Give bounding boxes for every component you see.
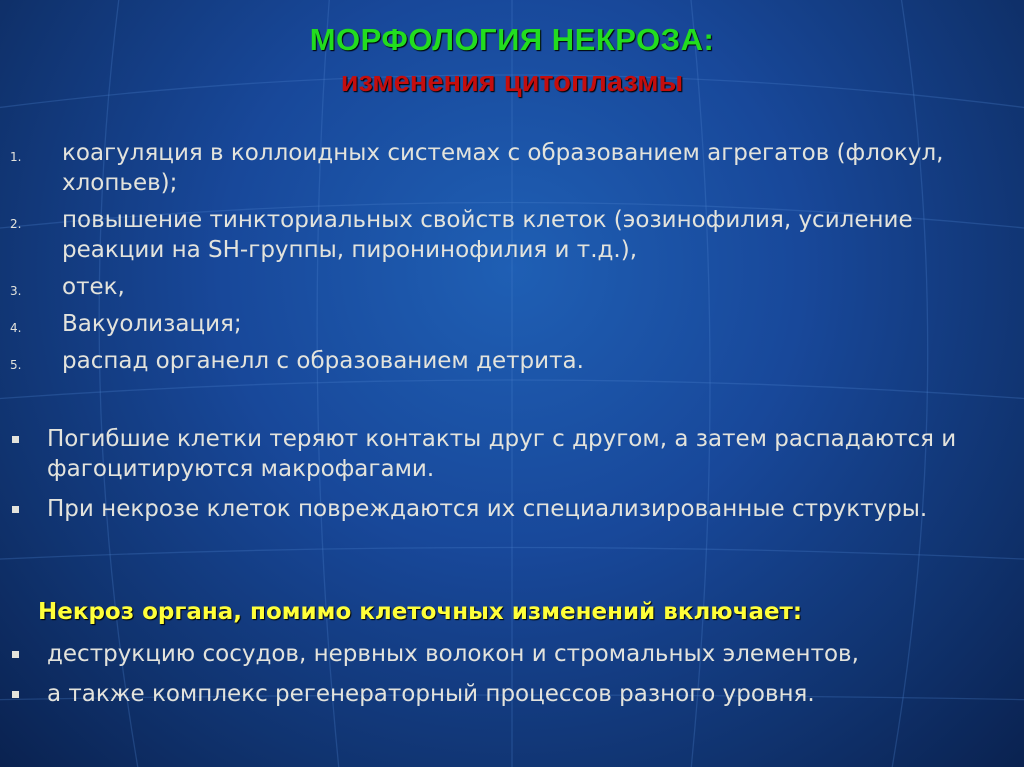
square-bullet-icon (12, 506, 19, 513)
list-item-text: повышение тинкториальных свойств клеток (эозинофилия, усиление реакции на SH-группы, пиронинофилия и т.д.), (62, 207, 913, 263)
list-item (10, 272, 1010, 302)
square-bullet-icon (12, 651, 19, 658)
bullet-list-cells (10, 424, 1010, 534)
list-item-text: отек, (62, 274, 125, 300)
list-item (10, 205, 1010, 265)
slide-title: МОРФОЛОГИЯ НЕКРОЗА: (309, 22, 715, 57)
square-bullet-icon (12, 436, 19, 443)
list-item-text: коагуляция в коллоидных системах с образованием агрегатов (флокул, хлопьев); (62, 140, 944, 196)
list-number: 4. (10, 321, 22, 335)
list-item (10, 679, 1010, 709)
bullet-list-organ (10, 639, 1010, 719)
list-item-text: Погибшие клетки теряют контакты друг с другом, а затем распадаются и фагоцитируются макрофагами. (47, 426, 957, 482)
numbered-list (10, 138, 1010, 383)
list-number: 5. (10, 358, 22, 372)
organ-necrosis-heading: Некроз органа, помимо клеточных изменений включает: (38, 599, 803, 625)
list-item-text: деструкцию сосудов, нервных волокон и стромальных элементов, (47, 641, 859, 667)
slide-subtitle: изменения цитоплазмы (340, 66, 684, 98)
list-number: 2. (10, 217, 22, 231)
list-item (10, 138, 1010, 198)
list-item-text: а также комплекс регенераторный процессов разного уровня. (47, 681, 815, 707)
list-item (10, 346, 1010, 376)
list-item-text: распад органелл с образованием детрита. (62, 348, 584, 374)
square-bullet-icon (12, 691, 19, 698)
list-number: 1. (10, 150, 22, 164)
list-number: 3. (10, 284, 22, 298)
list-item (10, 424, 1010, 484)
list-item (10, 494, 1010, 524)
list-item (10, 639, 1010, 669)
list-item (10, 309, 1010, 339)
list-item-text: Вакуолизация; (62, 311, 242, 337)
list-item-text: При некрозе клеток повреждаются их специализированные структуры. (47, 496, 928, 522)
